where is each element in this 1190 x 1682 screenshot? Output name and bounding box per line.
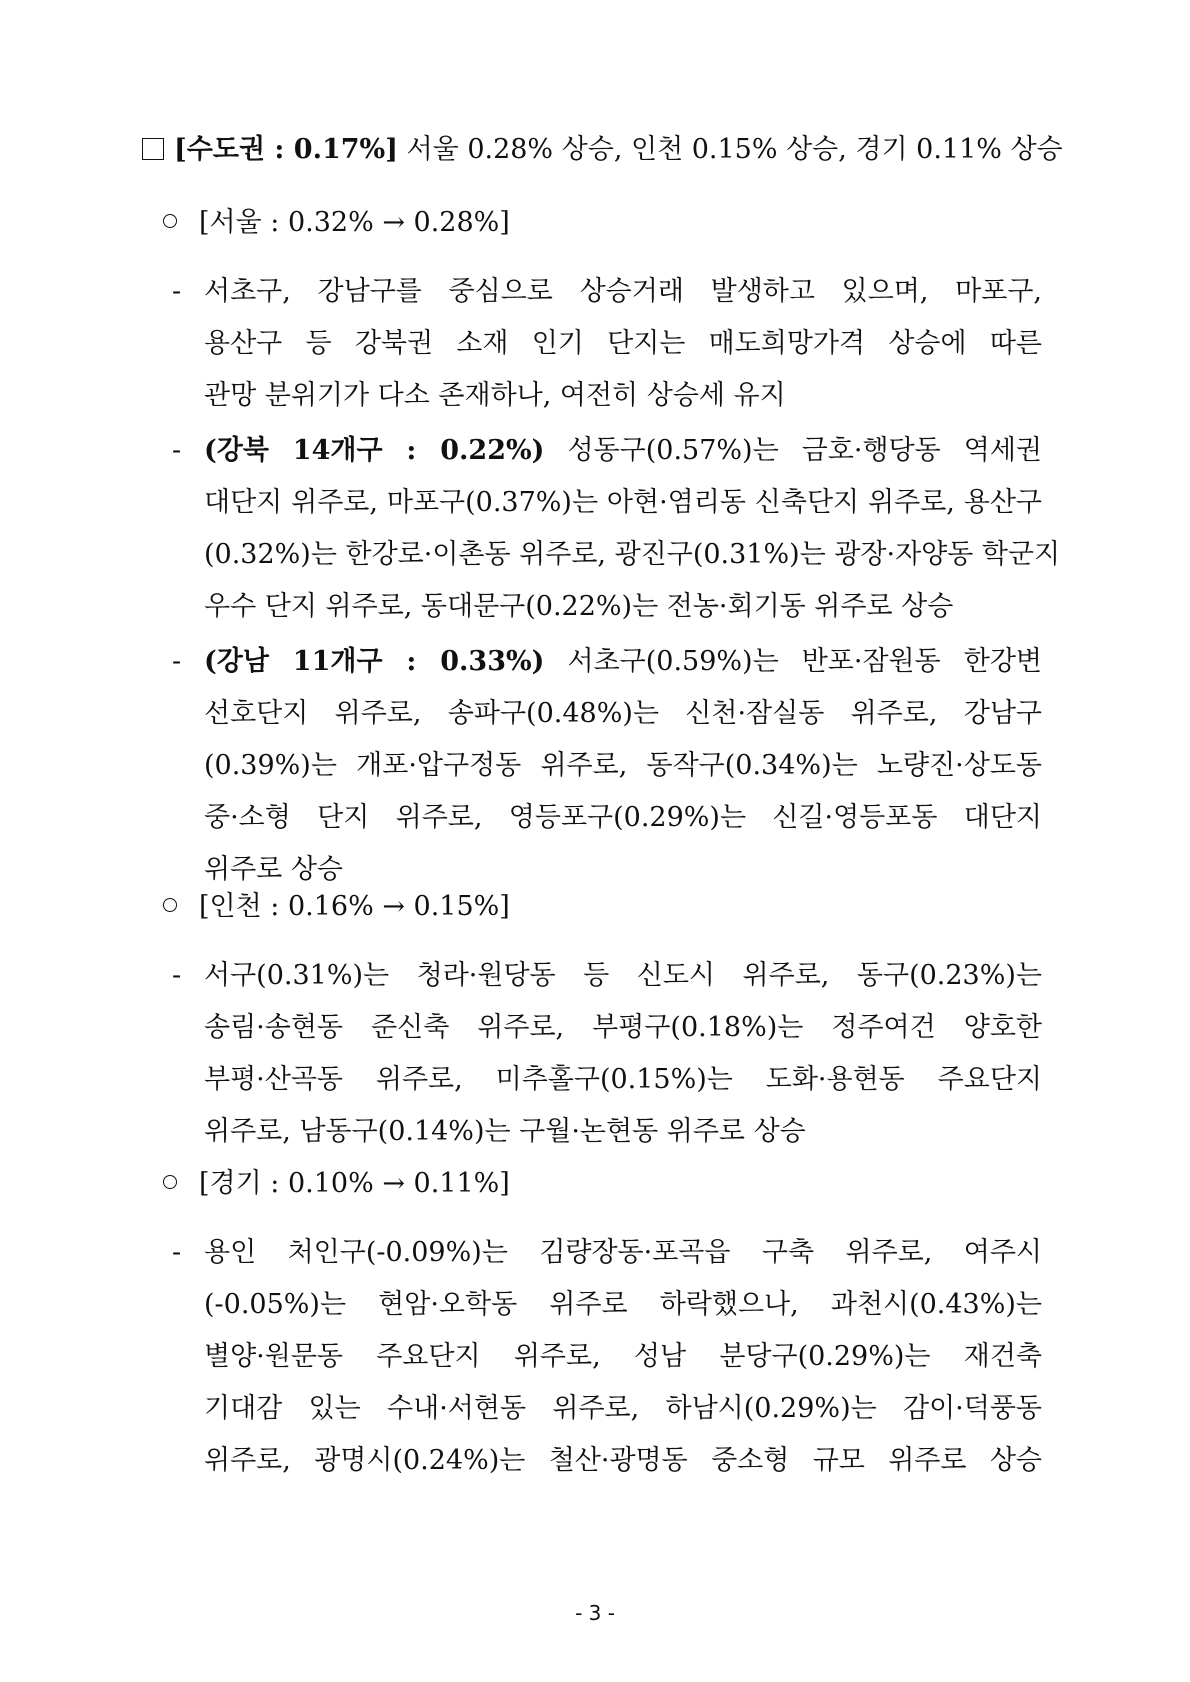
page-number: - 3 - [575, 1601, 615, 1625]
text-line: 부평·산곡동 위주로, 미추홀구(0.15%)는 도화·용현동 주요단지 [204, 1064, 1042, 1095]
dash-bullet: - [172, 1237, 182, 1268]
text-line: (0.32%)는 한강로·이촌동 위주로, 광진구(0.31%)는 광장·자양동 학군지 [204, 539, 1061, 570]
dash-bullet: - [172, 646, 182, 677]
text-line: 선호단지 위주로, 송파구(0.48%)는 신천·잠실동 위주로, 강남구 [204, 698, 1042, 729]
circle-bullet-icon [163, 898, 177, 912]
text-line: 우수 단지 위주로, 동대문구(0.22%)는 전농·회기동 위주로 상승 [204, 591, 954, 622]
checkbox-icon [142, 138, 164, 160]
gangbuk-first-rest: 성동구(0.57%)는 금호·행당동 역세권 [544, 435, 1042, 466]
text-line: 관망 분위기가 다소 존재하나, 여전히 상승세 유지 [204, 380, 786, 411]
text-line: 별양·원문동 주요단지 위주로, 성남 분당구(0.29%)는 재건축 [204, 1341, 1042, 1372]
gangbuk-label: (강북 14개구 : 0.22%) [204, 435, 545, 466]
dash-bullet: - [172, 276, 182, 307]
seoul-heading [163, 203, 510, 243]
summary-heading [142, 130, 1063, 170]
circle-bullet-icon [163, 1175, 177, 1189]
text-line: (-0.05%)는 현암·오학동 위주로 하락했으나, 과천시(0.43%)는 [204, 1289, 1042, 1320]
circle-bullet-icon [163, 214, 177, 228]
gangnam-label: (강남 11개구 : 0.33%) [204, 646, 545, 677]
text-line: 대단지 위주로, 마포구(0.37%)는 아현·염리동 신축단지 위주로, 용산구 [204, 487, 1042, 518]
incheon-heading-text: [인천 : 0.16% → 0.15%] [199, 891, 510, 922]
summary-text: 서울 0.28% 상승, 인천 0.15% 상승, 경기 0.11% 상승 [397, 134, 1063, 165]
text-line [204, 425, 1042, 477]
text-line [204, 636, 1042, 688]
incheon-heading [163, 887, 510, 927]
summary-label: [수도권 : 0.17%] [174, 134, 398, 165]
text-line: 서초구, 강남구를 중심으로 상승거래 발생하고 있으며, 마포구, [204, 276, 1042, 307]
text-line: 서구(0.31%)는 청라·원당동 등 신도시 위주로, 동구(0.23%)는 [204, 960, 1042, 991]
text-line: 위주로, 남동구(0.14%)는 구월·논현동 위주로 상승 [204, 1116, 806, 1147]
text-line: 용산구 등 강북권 소재 인기 단지는 매도희망가격 상승에 따른 [204, 328, 1042, 359]
text-line: 기대감 있는 수내·서현동 위주로, 하남시(0.29%)는 감이·덕풍동 [204, 1393, 1042, 1424]
text-line: 용인 처인구(-0.09%)는 김량장동·포곡읍 구축 위주로, 여주시 [204, 1237, 1042, 1268]
text-line: 위주로, 광명시(0.24%)는 철산·광명동 중소형 규모 위주로 상승 [204, 1445, 1042, 1476]
dash-bullet: - [172, 435, 182, 466]
gyeonggi-heading-text: [경기 : 0.10% → 0.11%] [199, 1168, 510, 1199]
dash-bullet: - [172, 960, 182, 991]
text-line: 위주로 상승 [204, 854, 343, 885]
text-line: (0.39%)는 개포·압구정동 위주로, 동작구(0.34%)는 노량진·상도동 [204, 750, 1042, 781]
seoul-heading-text: [서울 : 0.32% → 0.28%] [199, 207, 510, 238]
gangnam-first-rest: 서초구(0.59%)는 반포·잠원동 한강변 [544, 646, 1042, 677]
text-line: 송림·송현동 준신축 위주로, 부평구(0.18%)는 정주여건 양호한 [204, 1012, 1042, 1043]
text-line: 중·소형 단지 위주로, 영등포구(0.29%)는 신길·영등포동 대단지 [204, 802, 1042, 833]
gyeonggi-heading [163, 1164, 510, 1204]
